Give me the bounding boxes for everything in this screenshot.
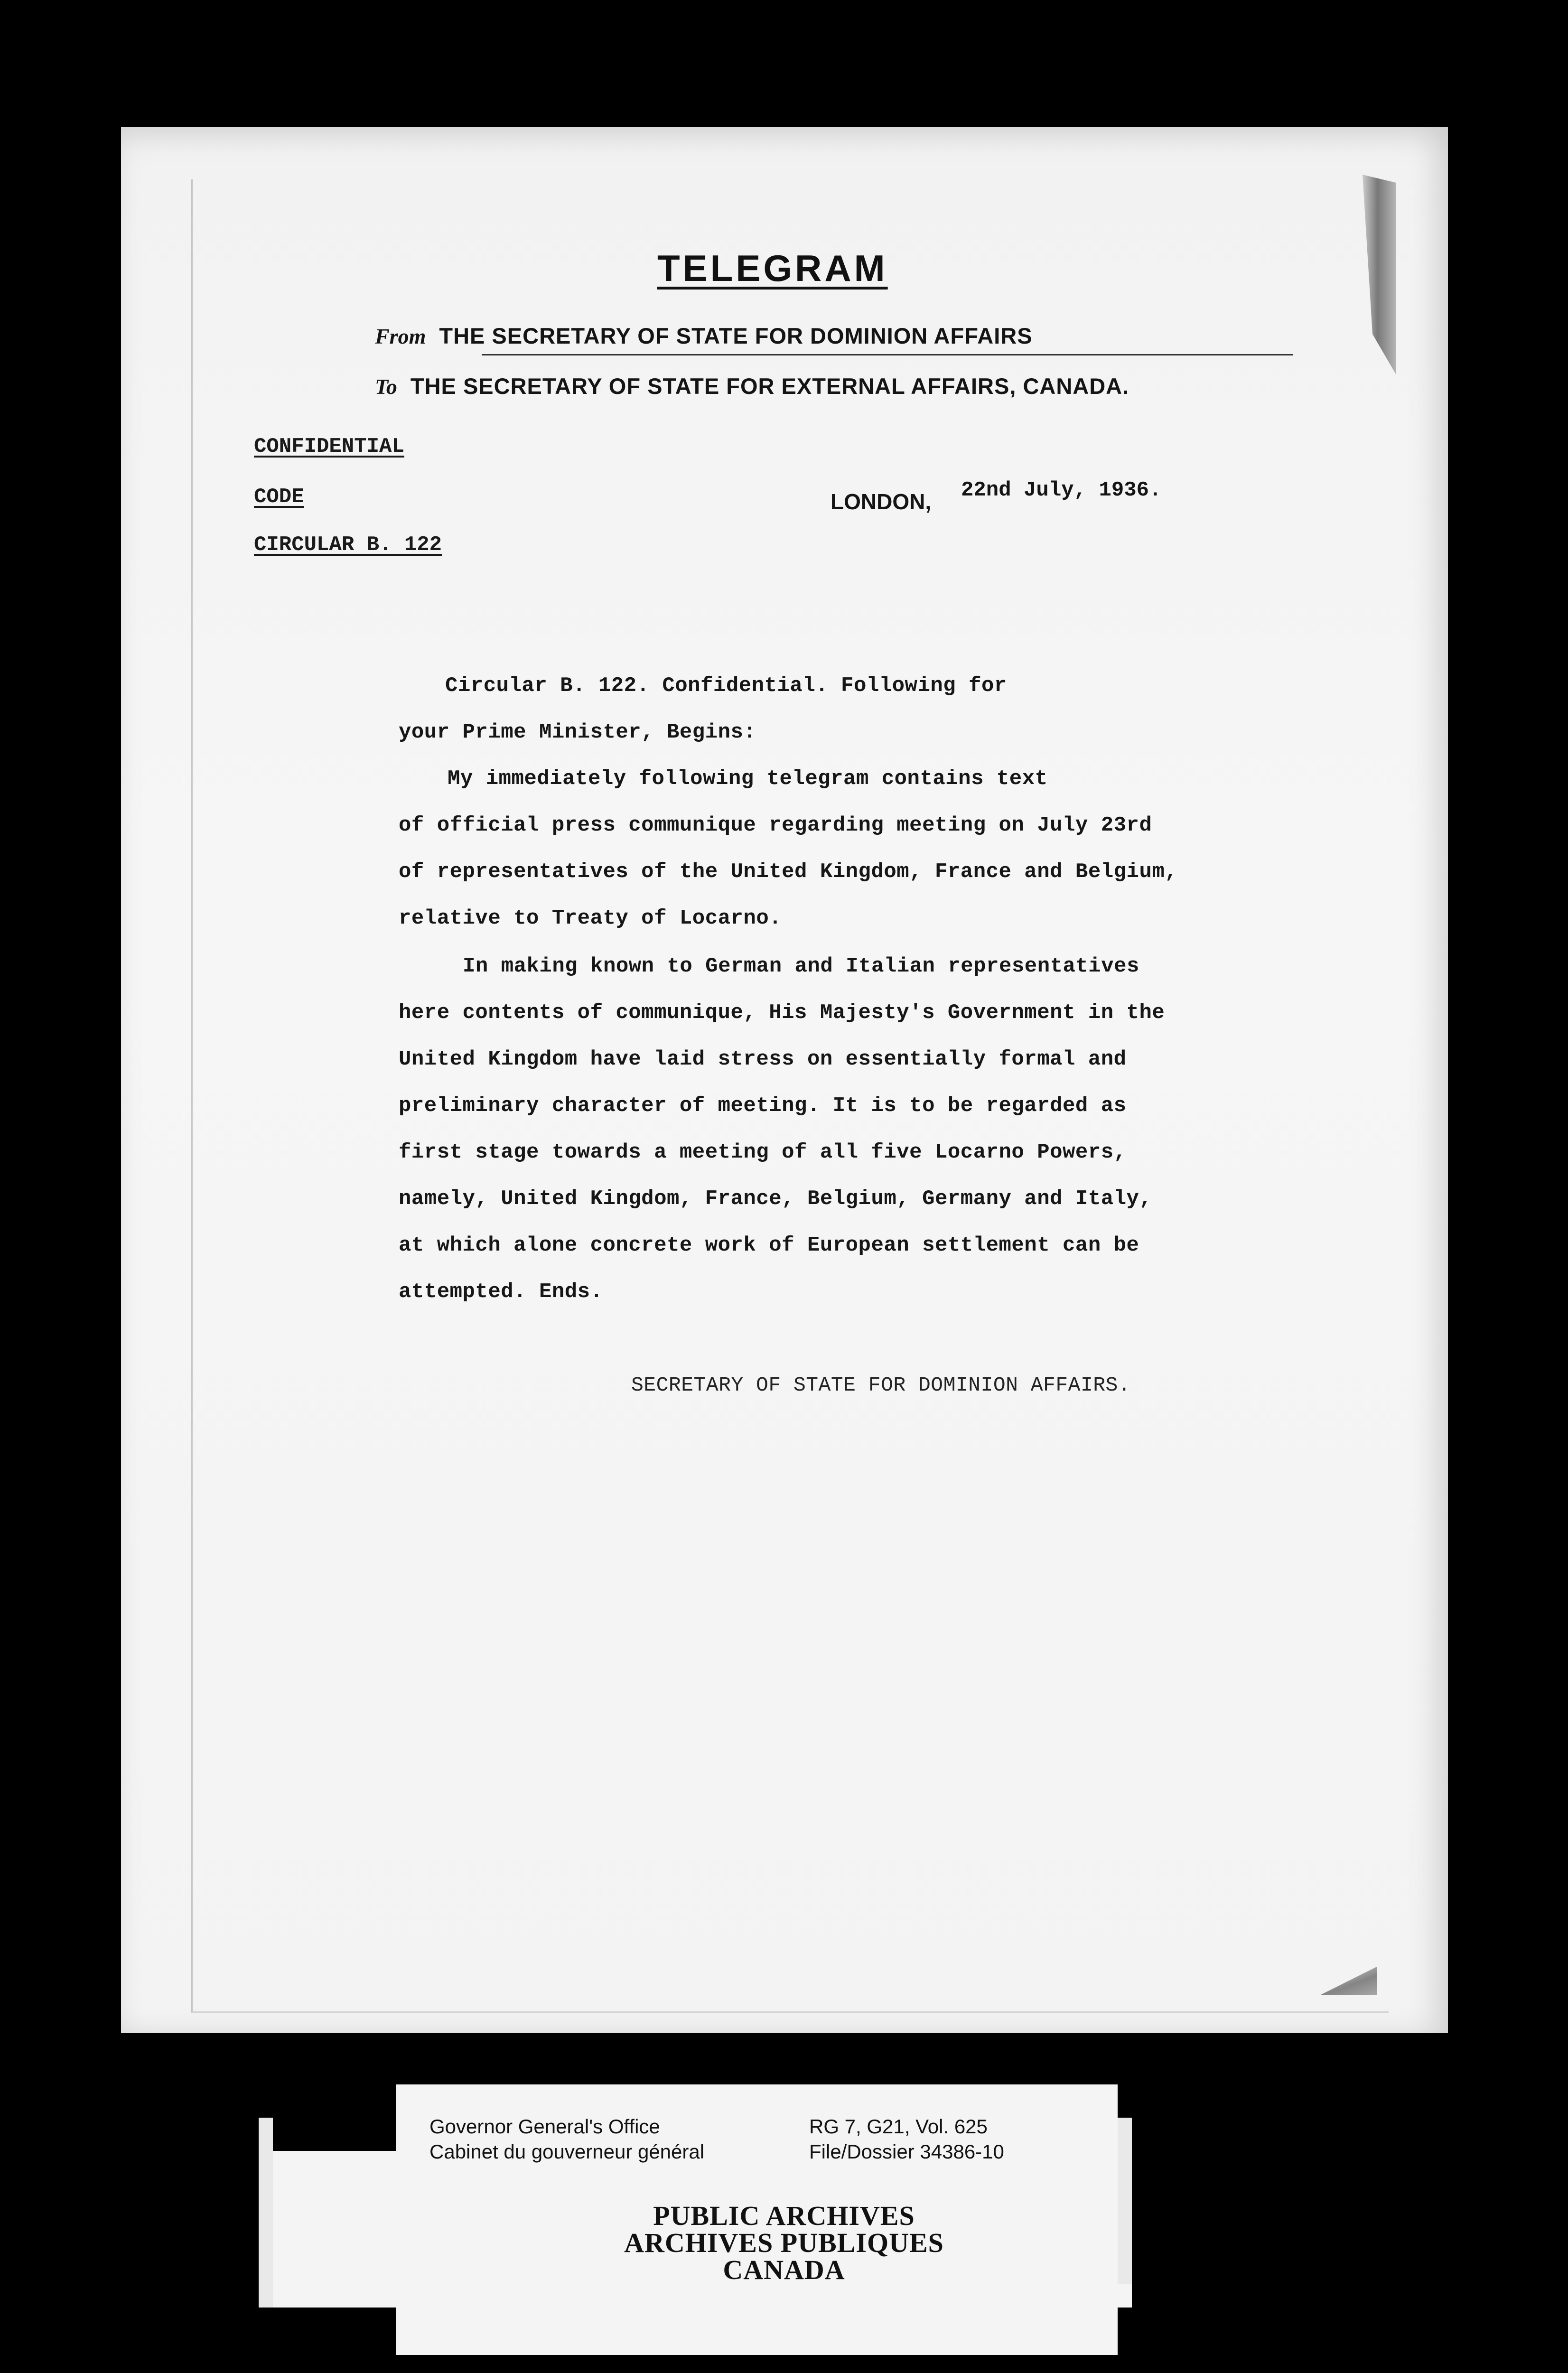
body-line: attempted. Ends. [399, 1280, 603, 1304]
classification-confidential: CONFIDENTIAL [254, 435, 404, 458]
telegram-title: TELEGRAM [657, 247, 888, 289]
to-label: To [375, 374, 397, 399]
from-rule [482, 354, 1293, 355]
telegram-page [121, 127, 1448, 2033]
body-line: here contents of communique, His Majesty's Government in the [399, 1001, 1165, 1025]
telegram-date: 22nd July, 1936. [961, 478, 1162, 502]
body-line: of official press communique regarding meeting on July 23rd [399, 813, 1152, 837]
body-line: Circular B. 122. Confidential. Following for [445, 674, 1007, 698]
body-line: at which alone concrete work of European settlement can be [399, 1233, 1139, 1257]
archive-reference: RG 7, G21, Vol. 625 [809, 2115, 988, 2138]
body-line: relative to Treaty of Locarno. [399, 906, 782, 930]
body-line: first stage towards a meeting of all five Locarno Powers, [399, 1140, 1127, 1164]
classification-code: CODE [254, 485, 304, 509]
office-english: Governor General's Office [429, 2115, 660, 2138]
body-line: of representatives of the United Kingdom, France and Belgium, [399, 860, 1178, 884]
from-line [375, 323, 1033, 349]
archive-stamp-line-1: PUBLIC ARCHIVES [653, 2200, 915, 2231]
body-line: namely, United Kingdom, France, Belgium, Germany and Italy, [399, 1187, 1152, 1211]
office-french: Cabinet du gouverneur général [429, 2140, 705, 2163]
body-line: My immediately following telegram contains text [448, 767, 1048, 791]
from-label: From [375, 324, 426, 348]
signature-line: SECRETARY OF STATE FOR DOMINION AFFAIRS. [631, 1373, 1131, 1397]
archive-stamp-line-3: CANADA [723, 2254, 845, 2285]
archive-stamp-line-2: ARCHIVES PUBLIQUES [624, 2227, 944, 2258]
body-line: United Kingdom have laid stress on essentially formal and [399, 1047, 1127, 1071]
archive-file-number: File/Dossier 34386-10 [809, 2140, 1004, 2163]
body-line: In making known to German and Italian representatives [463, 954, 1139, 978]
body-line: preliminary character of meeting. It is to be regarded as [399, 1094, 1127, 1118]
to-line [375, 373, 1129, 399]
to-recipient: THE SECRETARY OF STATE FOR EXTERNAL AFFAIRS, CANADA. [410, 374, 1129, 399]
place-of-origin: LONDON, [831, 489, 932, 514]
classification-circular: CIRCULAR B. 122 [254, 533, 442, 557]
body-line: your Prime Minister, Begins: [399, 720, 756, 744]
from-sender: THE SECRETARY OF STATE FOR DOMINION AFFAIRS [439, 323, 1033, 348]
